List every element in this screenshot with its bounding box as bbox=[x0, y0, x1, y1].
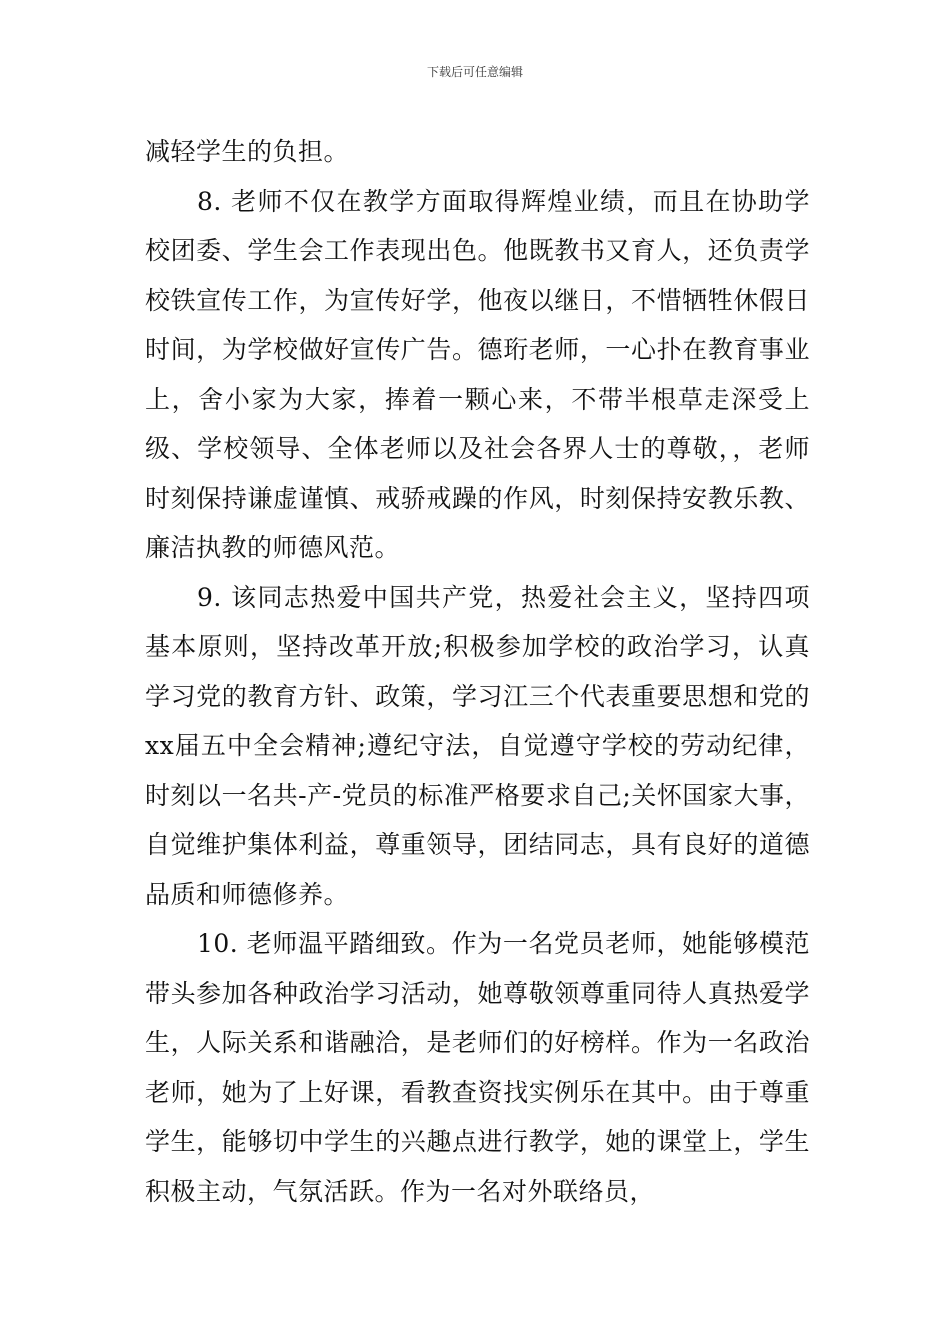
paragraph-item-8: 8. 老师不仅在教学方面取得辉煌业绩，而且在协助学校团委、学生会工作表现出色。他既教书又育人，还负责学校铁宣传工作，为宣传好学，他夜以继日，不惜牺牲休假日时间，为学校做好宣传广告。德珩老师，一心扑在教育事业上，舍小家为大家，捧着一颗心来，不带半根草走深受上级、学校领导、全体老师以及社会各界人士的尊敬，，老师时刻保持谦虚谨慎、戒骄戒躁的作风，时刻保持安教乐教、廉洁执教的师德风范。 bbox=[145, 186, 810, 562]
paragraph-continuation: 减轻学生的负担。 bbox=[145, 137, 350, 166]
page-header: 下载后可任意编辑 bbox=[426, 65, 523, 79]
document-body bbox=[145, 127, 810, 1216]
paragraph-item-10: 10. 老师温平踏细致。作为一名党员老师，她能够模范带头参加各种政治学习活动，她尊敬领尊重同待人真热爱学生，人际关系和谐融洽，是老师们的好榜样。作为一名政治老师，她为了上好课，看教查资找实例乐在其中。由于尊重学生，能够切中学生的兴趣点进行教学，她的课堂上，学生积极主动，气氛活跃。作为一名对外联络员， bbox=[145, 929, 810, 1206]
paragraph-item-9: 9. 该同志热爱中国共产党，热爱社会主义，坚持四项基本原则，坚持改革开放;积极参加学校的政治学习，认真学习党的教育方针、政策，学习江三个代表重要思想和党的xx届五中全会精神;遵纪守法，自觉遵守学校的劳动纪律，时刻以一名共-产-党员的标准严格要求自己;关怀国家大事，自觉维护集体利益，尊重领导，团结同志，具有良好的道德品质和师德修养。 bbox=[145, 582, 810, 909]
